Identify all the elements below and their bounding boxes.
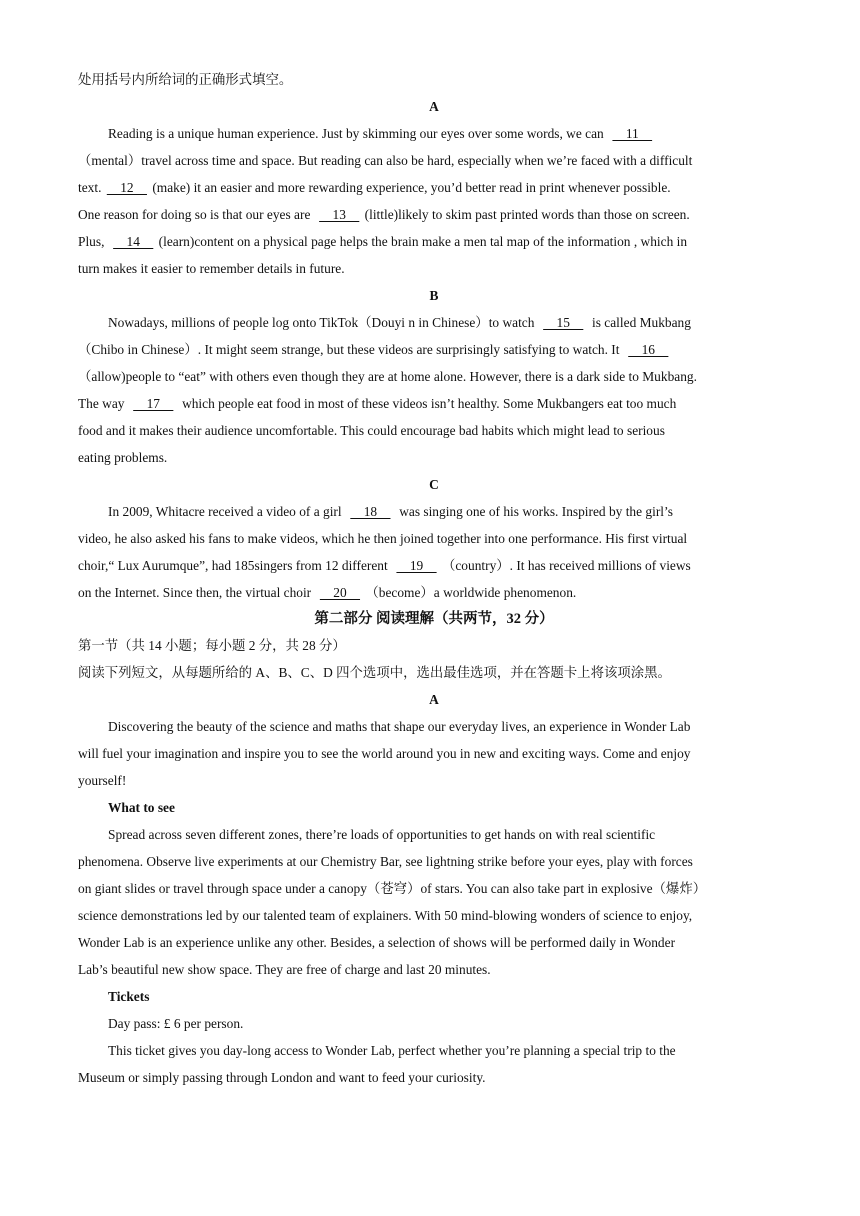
what-to-see-heading: What to see xyxy=(108,800,175,815)
document-page xyxy=(78,66,790,1091)
blank-19: 19 xyxy=(396,558,437,573)
reading-a-p1-line-2: will fuel your imagination and inspire you to see the world around you in new and exciting ways. Come and enjoy xyxy=(78,746,691,761)
part-b-line-2 xyxy=(78,336,790,363)
blank-12: 12 xyxy=(106,180,147,195)
section-2-subsection: 第一节（共 14 小题；每小题 2 分，共 28 分） xyxy=(78,638,346,653)
reading-a-p3-line-2: Museum or simply passing through London and want to feed your curiosity. xyxy=(78,1070,486,1085)
blank-11: 11 xyxy=(612,126,653,141)
part-b-line-5: food and it makes their audience uncomfortable. This could encourage bad habits which might lead to serious xyxy=(78,423,665,438)
reading-a-letter: A xyxy=(429,692,439,707)
part-a-line-1 xyxy=(78,120,790,147)
part-b-line-1 xyxy=(78,309,790,336)
reading-a-p2-line-3: on giant slides or travel through space under a canopy（苍穹）of stars. You can also take part in explosive（爆炸） xyxy=(78,881,707,896)
section-2-instruction: 阅读下列短文，从每题所给的 A、B、C、D 四个选项中，选出最佳选项，并在答题卡上将该项涂黑。 xyxy=(78,665,671,680)
reading-a-p2-line-1: Spread across seven different zones, there’re loads of opportunities to get hands on with real scientific xyxy=(108,827,656,842)
blank-15: 15 xyxy=(543,315,584,330)
reading-a-p2-line-5: Wonder Lab is an experience unlike any other. Besides, a selection of shows will be performed daily in Wonder xyxy=(78,935,676,950)
part-b-text: Nowadays, millions of people log onto TikTok（Douyi n in Chinese）to watch xyxy=(108,315,535,330)
part-c-text: was singing one of his works. Inspired by the girl’s xyxy=(399,504,673,519)
part-a-line-5 xyxy=(78,228,790,255)
part-b-passage xyxy=(78,309,790,471)
part-c-line-4 xyxy=(78,579,790,606)
tickets-heading: Tickets xyxy=(108,989,150,1004)
part-c-text: choir,“ Lux Aurumque”, had 185singers from 12 different xyxy=(78,558,388,573)
reading-a-p1-line-1: Discovering the beauty of the science and maths that shape our everyday lives, an experience in Wonder Lab xyxy=(108,719,691,734)
part-a-text: (make) it an easier and more rewarding experience, you’d better read in print whenever possible. xyxy=(152,180,671,195)
part-a-line-2: （mental）travel across time and space. But reading can also be hard, especially when we’re faced with a difficult xyxy=(78,153,693,168)
blank-18: 18 xyxy=(350,504,391,519)
part-a-text: One reason for doing so is that our eyes are xyxy=(78,207,311,222)
part-a-text: Reading is a unique human experience. Just by skimming our eyes over some words, we can xyxy=(108,126,604,141)
reading-a-passage xyxy=(78,713,790,1091)
section-2-title: 第二部分 阅读理解（共两节，32 分） xyxy=(314,611,554,627)
reading-a-p3-line-1: This ticket gives you day-long access to Wonder Lab, perfect whether you’re planning a special trip to the xyxy=(108,1043,676,1058)
blank-14: 14 xyxy=(113,234,154,249)
part-a-text: Plus, xyxy=(78,234,105,249)
part-b-text: （Chibo in Chinese）. It might seem strange, but these videos are surprisingly satisfying to watch. It xyxy=(78,342,620,357)
part-a-line-6: turn makes it easier to remember details in future. xyxy=(78,261,345,276)
part-b-line-6: eating problems. xyxy=(78,450,168,465)
part-b-text: which people eat food in most of these videos isn’t healthy. Some Mukbangers eat too much xyxy=(182,396,677,411)
part-a-line-3 xyxy=(78,174,790,201)
reading-a-p1-line-3: yourself! xyxy=(78,773,127,788)
day-pass-line: Day pass: £ 6 per person. xyxy=(108,1016,244,1031)
reading-a-p2-line-2: phenomena. Observe live experiments at our Chemistry Bar, see lightning strike before your eyes, play with forces xyxy=(78,854,693,869)
part-b-letter: B xyxy=(429,288,439,303)
part-a-text: text. xyxy=(78,180,102,195)
reading-a-p2-line-4: science demonstrations led by our talented team of explainers. With 50 mind-blowing wonders of science to enjoy, xyxy=(78,908,693,923)
part-c-line-3 xyxy=(78,552,790,579)
reading-a-p2-line-6: Lab’s beautiful new show space. They are free of charge and last 20 minutes. xyxy=(78,962,491,977)
part-b-line-3: （allow)people to “eat” with others even though they are at home alone. However, there is a dark side to Mukbang. xyxy=(78,369,697,384)
part-c-text: In 2009, Whitacre received a video of a girl xyxy=(108,504,342,519)
part-b-line-4 xyxy=(78,390,790,417)
part-c-text: on the Internet. Since then, the virtual choir xyxy=(78,585,312,600)
part-c-line-1 xyxy=(78,498,790,525)
part-c-letter: C xyxy=(429,477,439,492)
blank-17: 17 xyxy=(133,396,174,411)
part-b-text: is called Mukbang xyxy=(592,315,691,330)
blank-13: 13 xyxy=(319,207,360,222)
part-c-text: （become）a worldwide phenomenon. xyxy=(365,585,577,600)
intro-instruction: 处用括号内所给词的正确形式填空。 xyxy=(78,72,293,87)
part-b-text: The way xyxy=(78,396,125,411)
part-a-passage xyxy=(78,120,790,282)
part-c-line-2: video, he also asked his fans to make videos, which he then joined together into one performance. His first virtual xyxy=(78,531,688,546)
part-a-text: (little)likely to skim past printed words than those on screen. xyxy=(364,207,690,222)
blank-20: 20 xyxy=(319,585,361,600)
part-a-text: (learn)content on a physical page helps the brain make a men tal map of the information , which in xyxy=(158,234,688,249)
blank-16: 16 xyxy=(628,342,669,357)
part-c-passage xyxy=(78,498,790,606)
part-c-text: （country）. It has received millions of views xyxy=(441,558,691,573)
part-a-line-4 xyxy=(78,201,790,228)
part-a-letter: A xyxy=(429,99,439,114)
